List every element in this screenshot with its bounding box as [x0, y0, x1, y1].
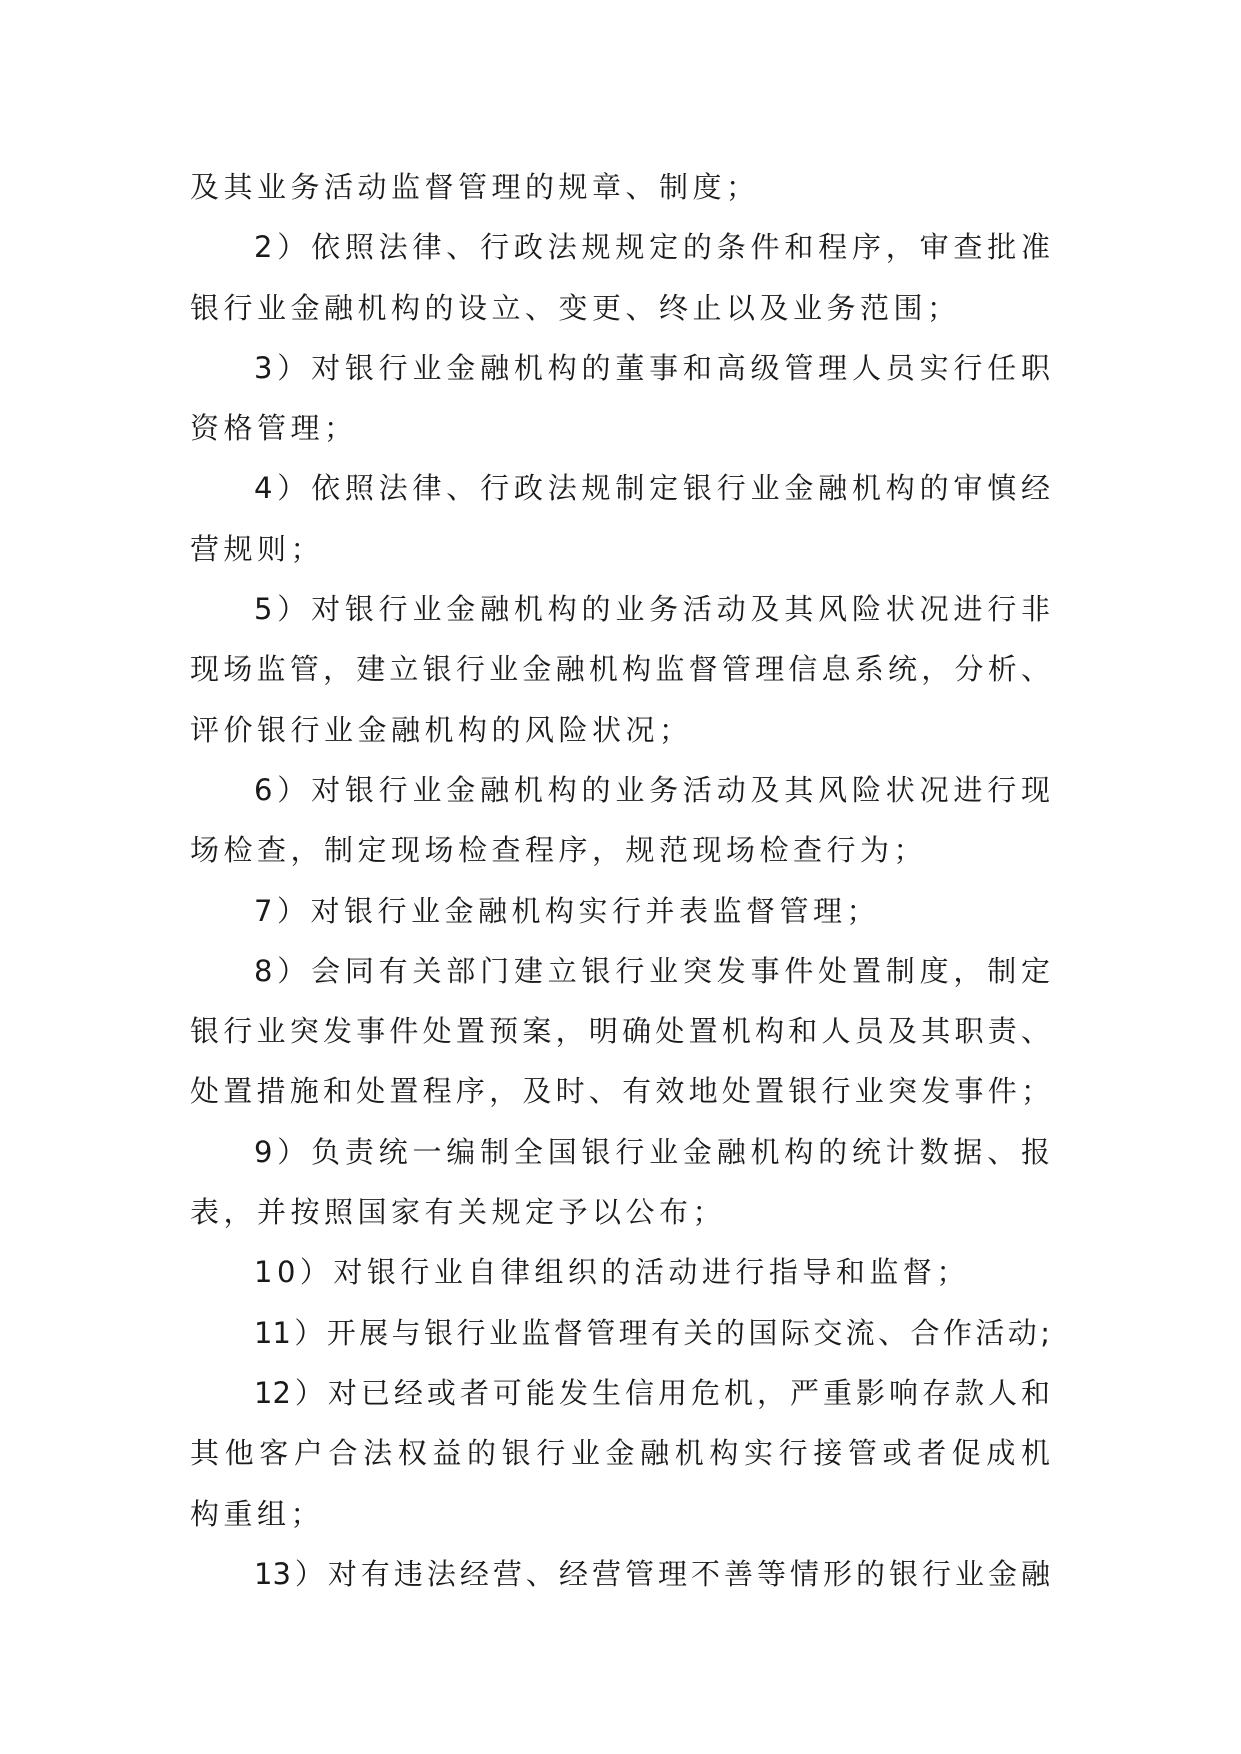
- paragraph-line: 银行业突发事件处置预案，明确处置机构和人员及其职责、: [190, 1014, 1050, 1049]
- paragraph-line: 4）依照法律、行政法规制定银行业金融机构的审慎经: [254, 471, 1050, 506]
- paragraph-line: 构重组；: [190, 1496, 325, 1531]
- paragraph-line: 10）对银行业自律组织的活动进行指导和监督；: [254, 1255, 970, 1290]
- paragraph-line: 3）对银行业金融机构的董事和高级管理人员实行任职: [254, 350, 1050, 385]
- paragraph-line: 12）对已经或者可能发生信用危机，严重影响存款人和: [254, 1375, 1050, 1410]
- paragraph-line: 营规则；: [190, 531, 325, 566]
- paragraph-line: 6）对银行业金融机构的业务活动及其风险状况进行现: [254, 772, 1050, 807]
- paragraph-line: 场检查，制定现场检查程序，规范现场检查行为；: [190, 833, 928, 868]
- paragraph-line: 11）开展与银行业监督管理有关的国际交流、合作活动;: [254, 1315, 1050, 1350]
- paragraph-line: 资格管理；: [190, 411, 358, 446]
- paragraph-line: 9）负责统一编制全国银行业金融机构的统计数据、报: [254, 1134, 1050, 1169]
- paragraph-line: 7）对银行业金融机构实行并表监督管理；: [254, 893, 880, 928]
- paragraph-line: 评价银行业金融机构的风险状况；: [190, 712, 693, 747]
- paragraph-line: 处置措施和处置程序，及时、有效地处置银行业突发事件；: [190, 1074, 1050, 1109]
- paragraph-line: 8）会同有关部门建立银行业突发事件处置制度，制定: [254, 953, 1050, 988]
- paragraph-line: 表，并按照国家有关规定予以公布；: [190, 1195, 727, 1230]
- paragraph-line: 13）对有违法经营、经营管理不善等情形的银行业金融: [254, 1556, 1050, 1591]
- paragraph-line: 银行业金融机构的设立、变更、终止以及业务范围；: [190, 290, 961, 325]
- paragraph-line: 其他客户合法权益的银行业金融机构实行接管或者促成机: [190, 1436, 1050, 1471]
- body-text: [190, 157, 1050, 1604]
- paragraph-line: 5）对银行业金融机构的业务活动及其风险状况进行非: [254, 592, 1050, 627]
- paragraph-line: 2）依照法律、行政法规规定的条件和程序，审查批准: [254, 230, 1050, 265]
- paragraph-line: 现场监管，建立银行业金融机构监督管理信息系统，分析、: [190, 652, 1050, 687]
- paragraph-line: 及其业务活动监督管理的规章、制度；: [190, 170, 760, 204]
